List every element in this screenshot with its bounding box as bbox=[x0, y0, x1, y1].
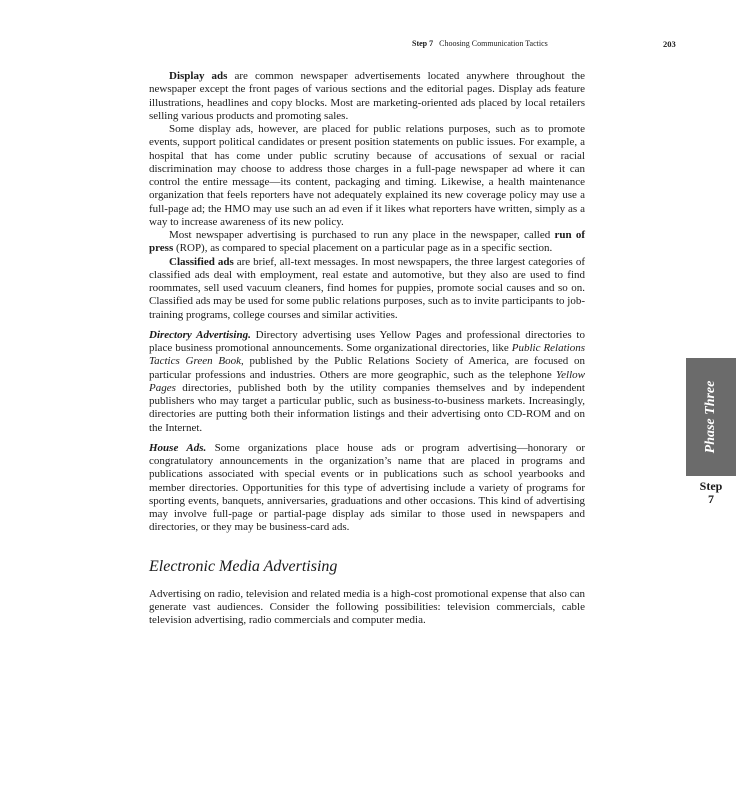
paragraph-classified-ads-text: are brief, all-text messages. In most newspapers, the three largest categories of classified ads deal with employment, real estate and automotive, but they also are used to find roommates, sell used vacuum cleaners, find homes for puppies, promote social causes and so on. Classified ads may be used for some public relations purposes, such as to invite participants to job-training programs, college courses and similar activities. bbox=[149, 255, 585, 321]
italic-title-green-book: Public Relations Tactics Green Book bbox=[149, 342, 585, 368]
section-heading-electronic-media: Electronic Media Advertising bbox=[149, 557, 338, 575]
paragraph-directory-text-2: , published by the Public Relations Society of America, are focused on particular professions and industries. Others are more geographic, such as the telephone bbox=[149, 355, 585, 381]
paragraph-directory-text-3: directories, published both by the utility companies themselves and by independent publishers who may target a particular public, such as business-to-business markets. Increasingly, directories are putting both their information listings and their advertising onto CD-ROM and on the Internet. bbox=[149, 381, 585, 434]
paragraph-display-ads-text: are common newspaper advertisements located anywhere throughout the newspaper except the front pages of various sections and the editorial pages. Display ads feature illustrations, headlines and copy blocks. Most are marketing-oriented ads placed by local retailers selling various products and promoting sales. bbox=[149, 70, 585, 122]
running-header bbox=[0, 37, 736, 51]
paragraph-classified-ads bbox=[149, 256, 585, 322]
step-marker-number: 7 bbox=[708, 492, 714, 506]
paragraph-run-of-press bbox=[149, 229, 585, 256]
paragraph-house-ads-text: Some organizations place house ads or program advertising—honorary or congratulatory announcements in the organization’s name that are placed in programs and publications associated with special events or in publications such as school yearbooks and member directories. Opportunities for this type of advertising include a variety of programs for sporting events, banquets, anniversaries, graduations and other occasions. This kind of advertising may involve full-page or partial-page display ads similar to those used in newspapers and directories, or they may be business-card ads. bbox=[149, 441, 585, 534]
paragraph-directory-text-1: Directory advertising uses Yellow Pages and professional directories to place business promotional announcements. Some organizational directories, like bbox=[149, 328, 585, 354]
paragraph-display-ads bbox=[149, 70, 585, 123]
paragraph-house-ads bbox=[149, 442, 585, 535]
term-run-of-press: run of press bbox=[149, 229, 585, 255]
running-head-step: Step 7 bbox=[412, 39, 434, 48]
paragraph-public-relations-ads: Some display ads, however, are placed for public relations purposes, such as to promote events, support political candidates or present position statements on public issues. For example, a hospital that has come under public scrutiny because of accusations of sexual or racial discrimination may choose to address those charges in a full-page newspaper ad where it can control the entire message—its content, packaging and timing. Likewise, a health maintenance organization that feels reporters have not adequately explained its new coverage policy may use a full-page ad; the HMO may use such an ad even if it likes what reporters have written, simply as a way to increase awareness of its new policy. bbox=[149, 123, 585, 228]
term-classified-ads: Classified ads bbox=[169, 255, 234, 268]
phase-thumb-tab bbox=[686, 358, 736, 476]
run-in-heading-house-ads: House Ads. bbox=[149, 441, 207, 454]
paragraph-run-of-press-before: Most newspaper advertising is purchased to run any place in the newspaper, called bbox=[169, 229, 555, 241]
page-body bbox=[149, 70, 585, 627]
paragraph-electronic-media-intro: Advertising on radio, television and related media is a high-cost promotional expense that also can generate vast audiences. Consider the following possibilities: television commercials, cable television advertising, radio commercials and computer media. bbox=[149, 587, 585, 626]
paragraph-run-of-press-after: (ROP), as compared to special placement on a particular page as in a specific section. bbox=[173, 242, 553, 255]
step-marker bbox=[686, 480, 736, 506]
run-in-heading-directory-advertising: Directory Advertising. bbox=[149, 328, 251, 341]
page-number: 203 bbox=[663, 39, 676, 49]
running-head-chapter-title: Choosing Communication Tactics bbox=[439, 39, 548, 48]
running-head bbox=[412, 37, 548, 51]
phase-thumb-tab-label: Phase Three bbox=[703, 380, 718, 454]
step-marker-word: Step bbox=[699, 479, 723, 493]
italic-yellow-pages: Yellow Pages bbox=[149, 368, 585, 394]
term-display-ads: Display ads bbox=[169, 70, 228, 82]
paragraph-directory-advertising bbox=[149, 329, 585, 435]
